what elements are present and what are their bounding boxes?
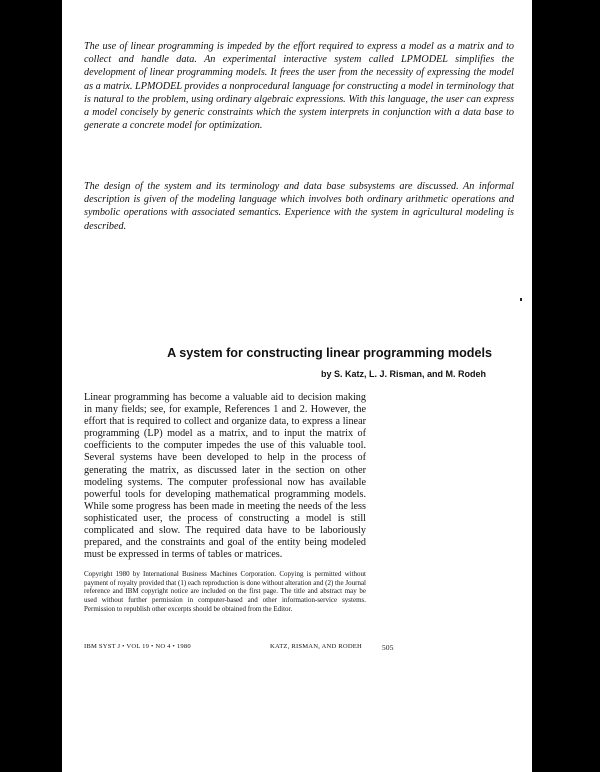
article-title: A system for constructing linear programming models [167,346,492,360]
abstract-paragraph-1: The use of linear programming is impeded by the effort required to express a model as a matrix and to collect and handle data. An experimental interactive system called LPMODEL simplifies the development of linear programming models. It frees the user from the necessity of expressing the model as a matrix. LPMODEL provides a nonprocedural language for constructing a model in terminology that is natural to the problem, using ordinary algebraic expressions. With this language, the user can express a model concisely by generic constraints which the system interprets in conjunction with a data base to generate a concrete model for optimization. [84,41,514,132]
page-number: 505 [382,643,394,652]
document-page [62,0,532,772]
body-paragraph: Linear programming has become a valuable aid to decision making in many fields; see, for example, References 1 and 2. However, the effort that is required to collect and organize data, to express a linear programming (LP) model as a matrix, and to input the matrix of coefficients to the computer impedes the use of this valuable tool. Several systems have been developed to help in the process of generating the matrix, as discussed later in the section on other modeling systems. The computer professional now has available powerful tools for developing mathematical programming models. While some progress has been made in meeting the needs of the less sophisticated user, the process of constructing a model is still complicated and slow. The required data have to be laboriously prepared, and the constraints and goal of the entity being modeled must be expressed in terms of tables or matrices. [84,392,366,561]
footer-authors: KATZ, RISMAN, AND RODEH [270,643,362,650]
scan-speck [520,298,522,301]
copyright-notice: Copyright 1980 by International Business Machines Corporation. Copying is permitted without payment of royalty provided that (1) each reproduction is done without alteration and (2) the Journal reference and IBM copyright notice are included on the first page. The title and abstract may be used without further permission in computer-based and other information-service systems. Permission to republish other excerpts should be obtained from the Editor. [84,570,366,613]
article-authors: by S. Katz, L. J. Risman, and M. Rodeh [320,369,486,379]
abstract-paragraph-2: The design of the system and its terminology and data base subsystems are discussed. An informal description is given of the modeling language which involves both ordinary arithmetic operations and symbolic operations with associated semantics. Experience with the system in agricultural modeling is described. [84,181,514,232]
footer-journal: IBM SYST J • VOL 19 • NO 4 • 1980 [84,643,191,650]
